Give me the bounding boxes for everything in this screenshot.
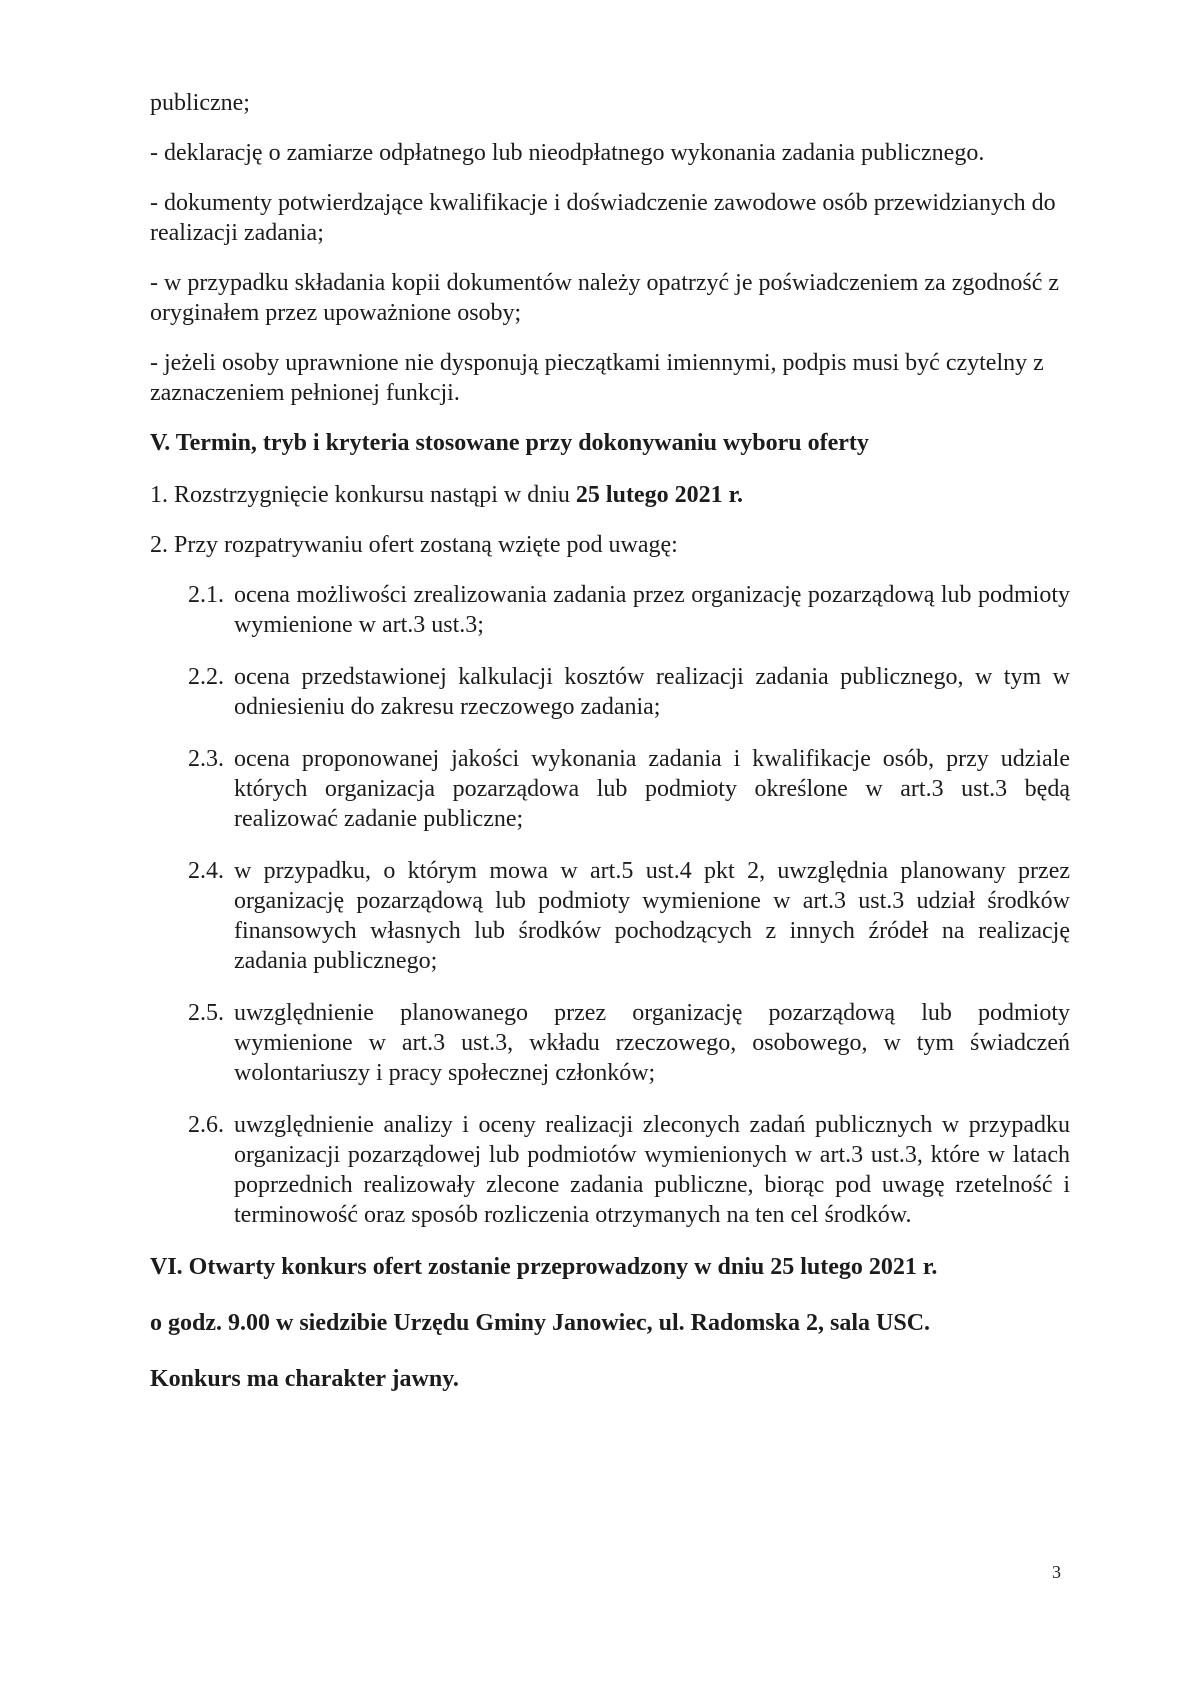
section-vi-location: o godz. 9.00 w siedzibie Urzędu Gminy Janowiec, ul. Radomska 2, sala USC. [150, 1310, 931, 1336]
criterion-text: uwzględnienie planowanego przez organizację pozarządową lub podmioty wymienione w art.3 ust.3, wkładu rzeczowego, osobowego, w tym świadczeń wolontariuszy i pracy społecznej członków; [234, 1000, 1070, 1086]
criterion-2-3 [188, 744, 1070, 834]
criterion-number: 2.5. [188, 1000, 224, 1026]
criterion-2-2 [188, 662, 1070, 722]
criterion-2-1 [188, 580, 1070, 640]
section-v-heading: V. Termin, tryb i kryteria stosowane przy dokonywaniu wyboru oferty [150, 430, 869, 456]
paragraph-qualification-documents: - dokumenty potwierdzające kwalifikacje i doświadczenie zawodowe osób przewidzianych do realizacji zadania; [150, 190, 1056, 246]
criterion-text: ocena możliwości zrealizowania zadania przez organizację pozarządową lub podmioty wymienione w art.3 ust.3; [234, 582, 1070, 638]
criterion-text: uwzględnienie analizy i oceny realizacji zleconych zadań publicznych w przypadku organizacji pozarządowej lub podmiotów wymienionych w art.3 ust.3, które w latach poprzednich realizowały zlecone zadania publiczne, biorąc pod uwagę rzetelność i terminowość oraz sposób rozliczenia otrzymanych na ten cel środków. [234, 1112, 1070, 1228]
item-1-text: 1. Rozstrzygnięcie konkursu nastąpi w dniu [150, 482, 570, 508]
item-1-date: 25 lutego 2021 r. [575, 482, 744, 508]
section-v-item-2: 2. Przy rozpatrywaniu ofert zostaną wzięte pod uwagę: [150, 532, 678, 558]
paragraph-signature-requirement: - jeżeli osoby uprawnione nie dysponują pieczątkami imiennymi, podpis musi być czytelny z zaznaczeniem pełnionej funkcji. [150, 350, 1044, 406]
criterion-number: 2.3. [188, 746, 224, 772]
criterion-2-4 [188, 856, 1070, 976]
criterion-number: 2.6. [188, 1112, 224, 1138]
criterion-number: 2.1. [188, 582, 224, 608]
paragraph-declaration: - deklarację o zamiarze odpłatnego lub nieodpłatnego wykonania zadania publicznego. [150, 140, 985, 166]
criterion-number: 2.2. [188, 664, 224, 690]
section-vi-announcement: VI. Otwarty konkurs ofert zostanie przeprowadzony w dniu 25 lutego 2021 r. [150, 1254, 938, 1280]
criterion-2-5 [188, 998, 1070, 1088]
criterion-text: w przypadku, o którym mowa w art.5 ust.4 pkt 2, uwzględnia planowany przez organizację pozarządową lub podmioty wymienione w art.3 ust.3 udział środków finansowych własnych lub środków pochodzących z innych źródeł na realizację zadania publicznego; [234, 858, 1070, 974]
paragraph-document-copies: - w przypadku składania kopii dokumentów należy opatrzyć je poświadczeniem za zgodność z oryginałem przez upoważnione osoby; [150, 270, 1060, 326]
paragraph-continuation: publiczne; [150, 90, 250, 116]
criterion-number: 2.4. [188, 858, 224, 884]
page-number: 3 [1052, 1562, 1061, 1582]
criterion-text: ocena proponowanej jakości wykonania zadania i kwalifikacje osób, przy udziale których organizacja pozarządowa lub podmioty określone w art.3 ust.3 będą realizować zadanie publiczne; [234, 746, 1070, 832]
section-vi-public-notice: Konkurs ma charakter jawny. [150, 1366, 459, 1392]
criterion-2-6 [188, 1110, 1070, 1230]
criterion-text: ocena przedstawionej kalkulacji kosztów realizacji zadania publicznego, w tym w odniesieniu do zakresu rzeczowego zadania; [234, 664, 1070, 720]
document-body [150, 88, 1070, 1420]
section-v-item-1 [150, 480, 1070, 510]
